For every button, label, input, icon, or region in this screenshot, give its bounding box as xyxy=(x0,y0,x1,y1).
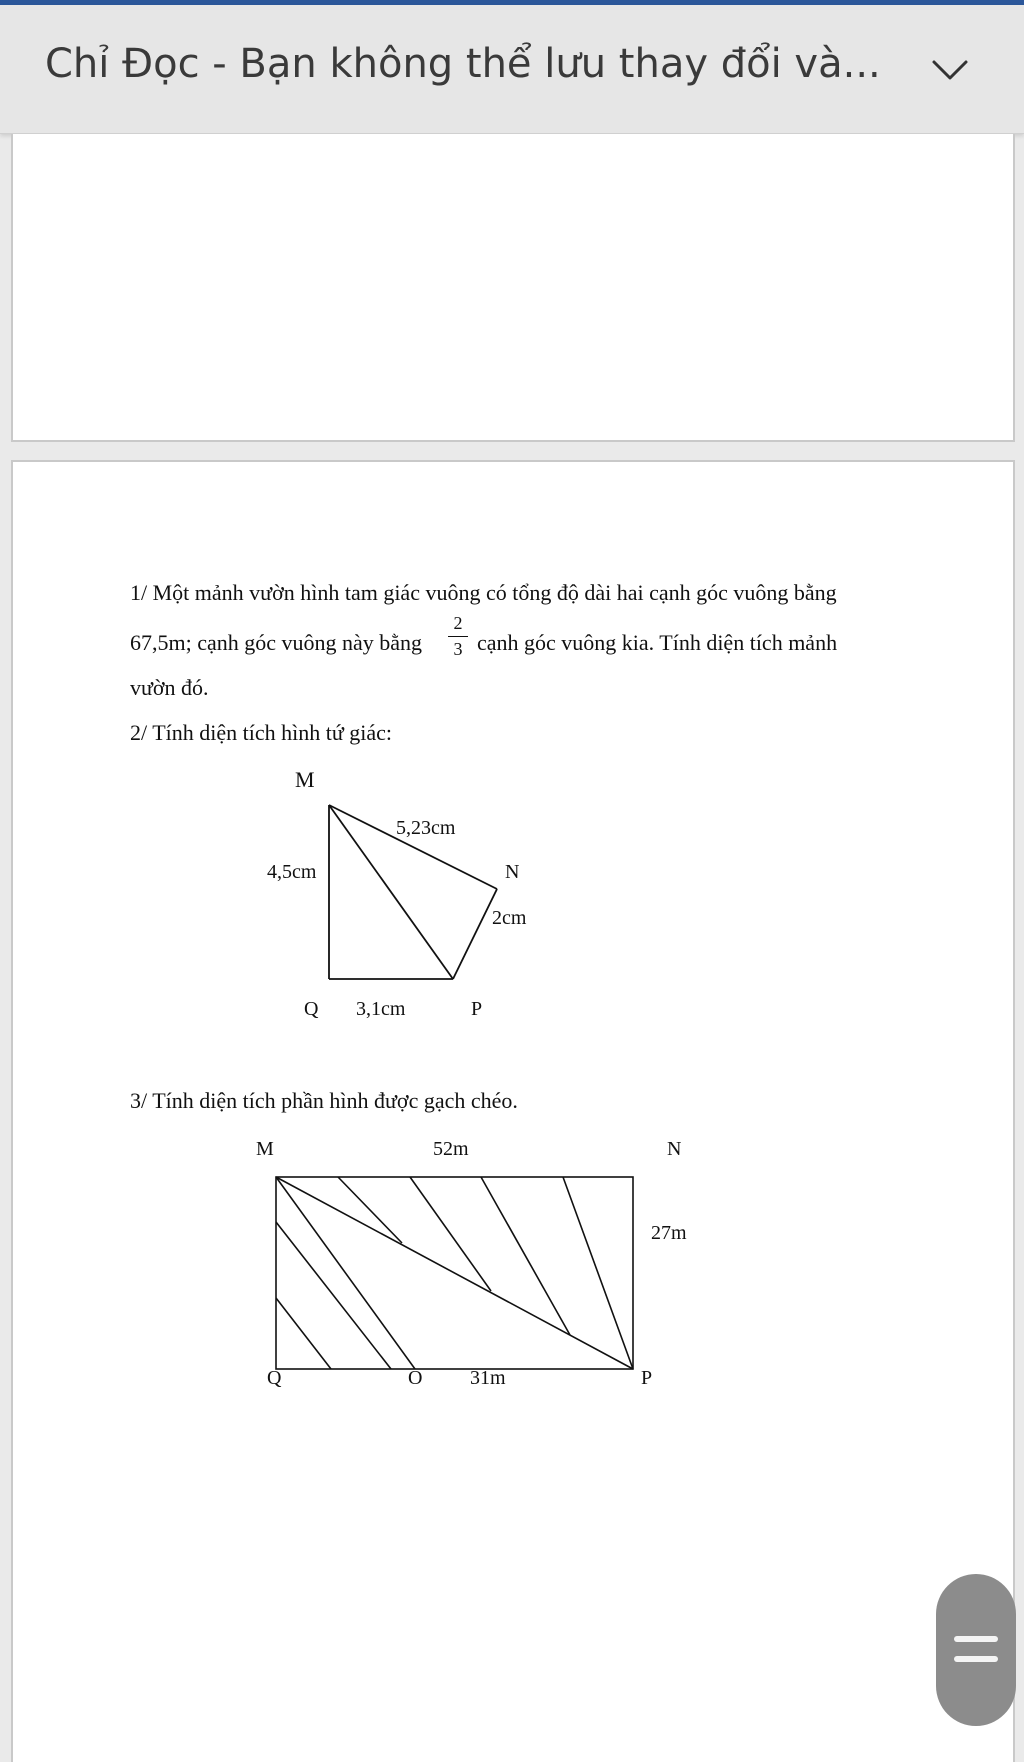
rect-side-op: 31m xyxy=(470,1367,506,1389)
rectangle-hatched-figure xyxy=(13,462,1013,1762)
problem1-line2-end: cạnh góc vuông kia. Tính diện tích mảnh xyxy=(477,630,838,655)
fraction-denominator: 3 xyxy=(453,639,463,659)
document-page-previous xyxy=(11,134,1015,442)
quad-side-np: 2cm xyxy=(492,907,527,929)
scroll-handle[interactable] xyxy=(936,1574,1016,1726)
quad-label-n: N xyxy=(505,861,520,883)
problem1-line3: vườn đó. xyxy=(130,675,209,700)
rect-label-q: Q xyxy=(267,1367,282,1389)
rect-label-p: P xyxy=(641,1367,653,1389)
chevron-down-icon[interactable] xyxy=(920,50,980,94)
grip-line-bottom xyxy=(954,1656,998,1662)
read-only-message: Chỉ Đọc - Bạn không thể lưu thay đổi và... xyxy=(45,41,881,87)
rect-label-o: O xyxy=(408,1367,423,1389)
quad-side-qp: 3,1cm xyxy=(356,998,406,1020)
rect-side-mn: 52m xyxy=(433,1138,469,1160)
fraction-numerator: 2 xyxy=(453,613,463,633)
problem3-heading: 3/ Tính diện tích phần hình được gạch chéo. xyxy=(130,1088,518,1113)
rect-label-m: M xyxy=(256,1138,274,1160)
rect-side-np: 27m xyxy=(651,1222,687,1244)
problem1-line2-start: 67,5m; cạnh góc vuông này bằng xyxy=(130,630,423,655)
document-page xyxy=(11,460,1015,1762)
quad-label-m: M xyxy=(295,767,315,792)
read-only-banner[interactable] xyxy=(0,5,1024,134)
quad-side-mq: 4,5cm xyxy=(267,861,317,883)
quad-side-mn: 5,23cm xyxy=(396,817,456,839)
rect-label-n: N xyxy=(667,1138,682,1160)
problem2-heading: 2/ Tính diện tích hình tứ giác: xyxy=(130,720,393,745)
problem1-line1: 1/ Một mảnh vườn hình tam giác vuông có tổng độ dài hai cạnh góc vuông bằng xyxy=(130,580,837,605)
quad-label-q: Q xyxy=(304,998,319,1020)
quad-label-p: P xyxy=(471,998,483,1020)
grip-line-top xyxy=(954,1636,998,1642)
